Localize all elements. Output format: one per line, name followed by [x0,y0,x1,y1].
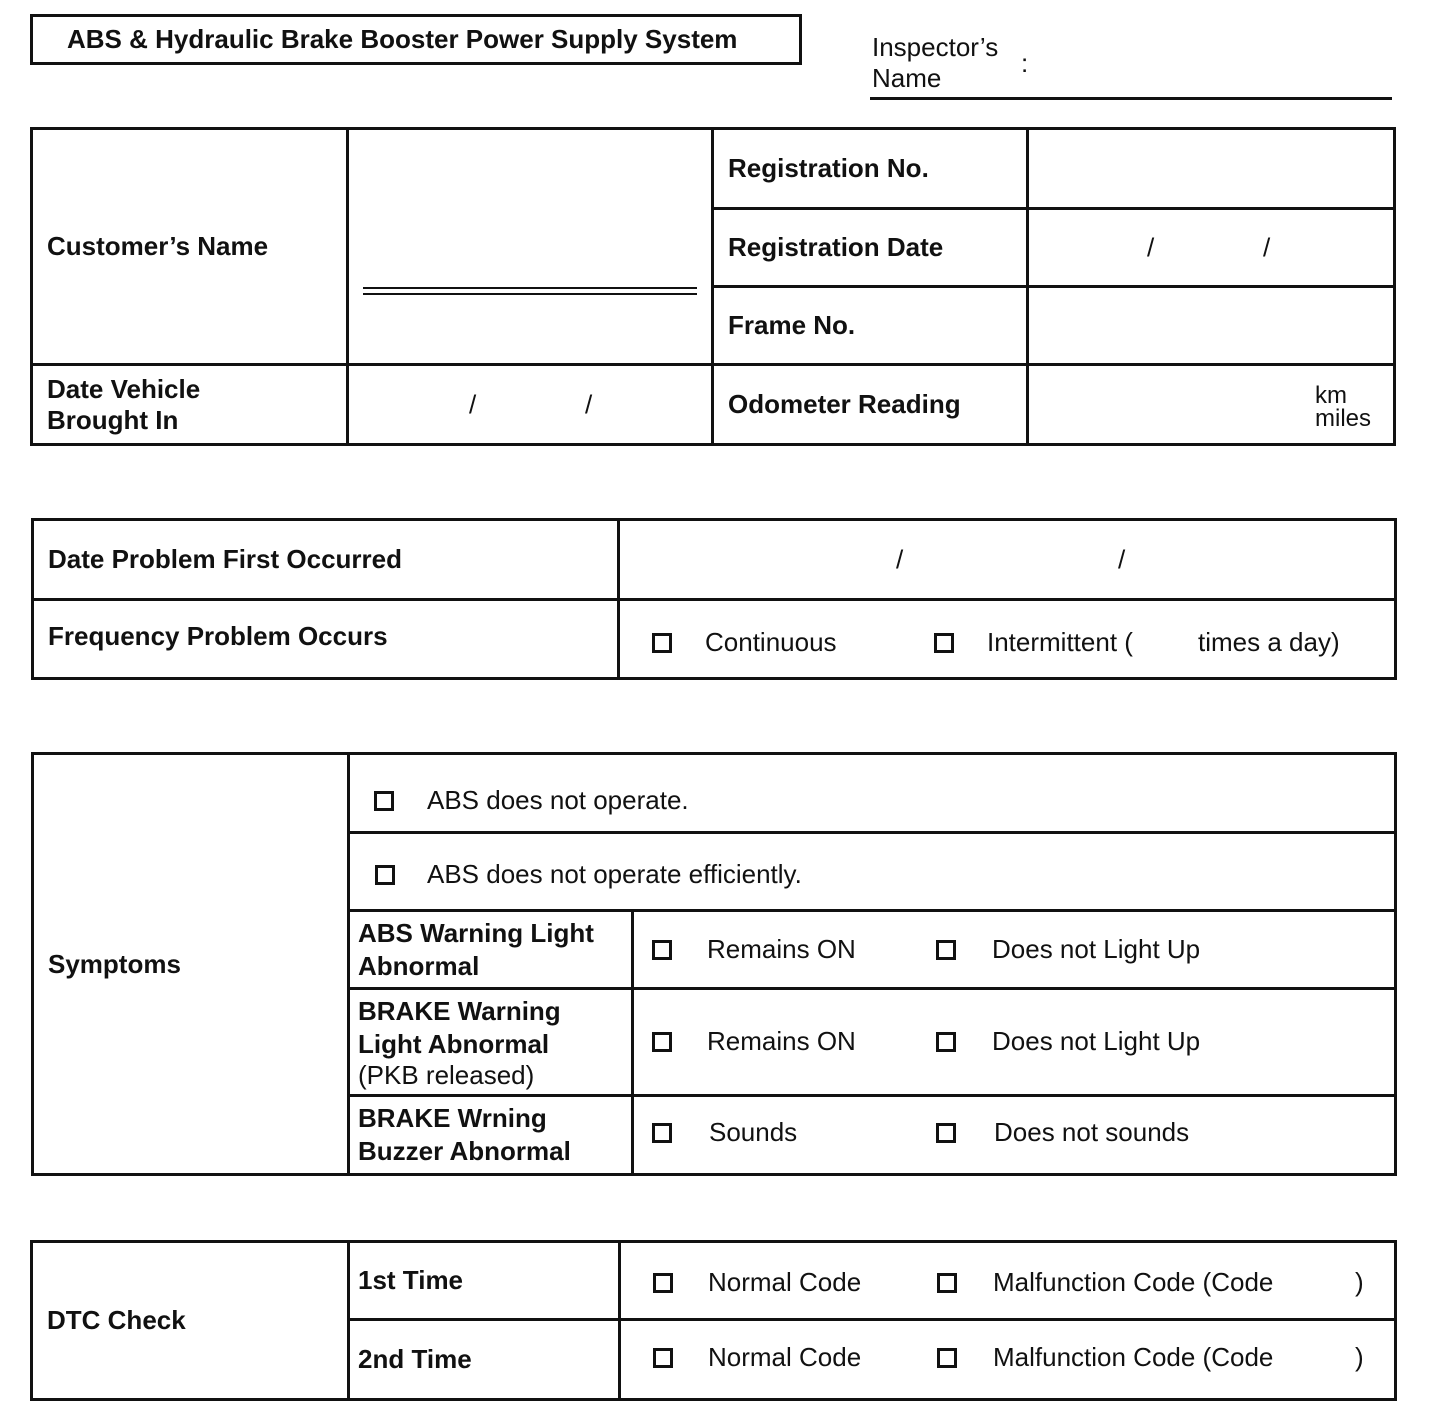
symptoms-label: Symptoms [33,754,349,1175]
inspector-colon: : [1021,48,1029,78]
inspector-name-label: Inspector’s Name [872,32,999,93]
checkbox[interactable] [375,865,395,885]
registration-no-label: Registration No. [713,129,1028,209]
date-separator: / [896,544,904,574]
frame-no-label: Frame No. [713,287,1028,365]
date-separator: / [1147,232,1155,262]
buzzer-not-sounds-option[interactable]: Does not sounds [936,1117,1189,1148]
vehicle-info-table [30,127,1396,446]
brake-light-remains-on-option[interactable]: Remains ON [652,1026,856,1057]
brake-warning-light-options [633,989,1396,1096]
checkbox[interactable] [936,940,956,960]
brake-buzzer-label: BRAKE Wrning Buzzer Abnormal [349,1096,633,1175]
checkbox[interactable] [652,1032,672,1052]
date-separator: / [1118,544,1126,574]
checkbox[interactable] [936,1032,956,1052]
date-separator: / [469,389,477,419]
form-title: ABS & Hydraulic Brake Booster Power Supply System [30,14,802,65]
frequency-label: Frequency Problem Occurs [33,600,619,679]
checkbox[interactable] [653,1348,673,1368]
customer-name-line [363,287,697,289]
date-first-occurred-label: Date Problem First Occurred [33,520,619,600]
continuous-option[interactable]: Continuous [652,627,837,658]
date-separator: / [585,389,593,419]
date-first-occurred-field[interactable] [619,520,1396,600]
customer-name-field[interactable] [348,129,713,365]
registration-no-field[interactable] [1028,129,1395,209]
abs-not-efficient-row [349,833,1396,911]
problem-occurrence-table [31,518,1397,680]
dtc-first-time-options [620,1242,1396,1320]
odometer-field[interactable] [1028,365,1395,445]
dtc-first-time-label: 1st Time [349,1242,620,1320]
registration-date-field[interactable] [1028,209,1395,287]
checkbox[interactable] [936,1123,956,1143]
odometer-label: Odometer Reading [713,365,1028,445]
dtc-second-time-options [620,1320,1396,1400]
abs-light-not-light-up-option[interactable]: Does not Light Up [936,934,1200,965]
buzzer-sounds-option[interactable]: Sounds [652,1117,797,1148]
unit-miles: miles [1315,405,1372,432]
frame-no-field[interactable] [1028,287,1395,365]
second-malfunction-code-option[interactable]: Malfunction Code (Code [937,1342,1273,1373]
abs-not-operate-option[interactable]: ABS does not operate. [374,785,689,816]
intermittent-option[interactable]: Intermittent ( [934,627,1133,658]
brake-buzzer-options [633,1096,1396,1175]
registration-date-label: Registration Date [713,209,1028,287]
frequency-options [619,600,1396,679]
abs-warning-light-label: ABS Warning Light Abnormal [349,911,633,989]
abs-light-remains-on-option[interactable]: Remains ON [652,934,856,965]
first-malfunction-code-option[interactable]: Malfunction Code (Code [937,1267,1273,1298]
checkbox[interactable] [934,633,954,653]
brake-light-not-light-up-option[interactable]: Does not Light Up [936,1026,1200,1057]
symptoms-table [31,752,1397,1176]
close-paren: ) [1355,1267,1364,1297]
unit-km: km [1315,382,1347,409]
first-normal-code-option[interactable]: Normal Code [653,1267,861,1298]
abs-not-operate-row [349,754,1396,833]
brake-warning-light-label: BRAKE Warning Light Abnormal (PKB released) [349,989,633,1096]
checkbox[interactable] [652,940,672,960]
close-paren: ) [1355,1342,1364,1372]
checkbox[interactable] [374,791,394,811]
date-brought-in-field[interactable] [348,365,713,445]
date-brought-in-label: Date Vehicle Brought In [32,365,348,445]
second-normal-code-option[interactable]: Normal Code [653,1342,861,1373]
checkbox[interactable] [653,1273,673,1293]
dtc-check-table [30,1240,1397,1401]
inspector-name-field[interactable] [870,97,1392,100]
checkbox[interactable] [652,633,672,653]
checkbox[interactable] [652,1123,672,1143]
date-separator: / [1263,232,1271,262]
dtc-second-time-label: 2nd Time [349,1320,620,1400]
customer-name-label: Customer’s Name [32,129,348,365]
times-a-day-text: times a day) [1198,627,1340,657]
checkbox[interactable] [937,1273,957,1293]
dtc-check-label: DTC Check [32,1242,349,1400]
abs-not-efficient-option[interactable]: ABS does not operate efficiently. [375,859,802,890]
abs-warning-light-options [633,911,1396,989]
customer-name-line [363,293,697,295]
odometer-units [1315,384,1371,430]
checkbox[interactable] [937,1348,957,1368]
